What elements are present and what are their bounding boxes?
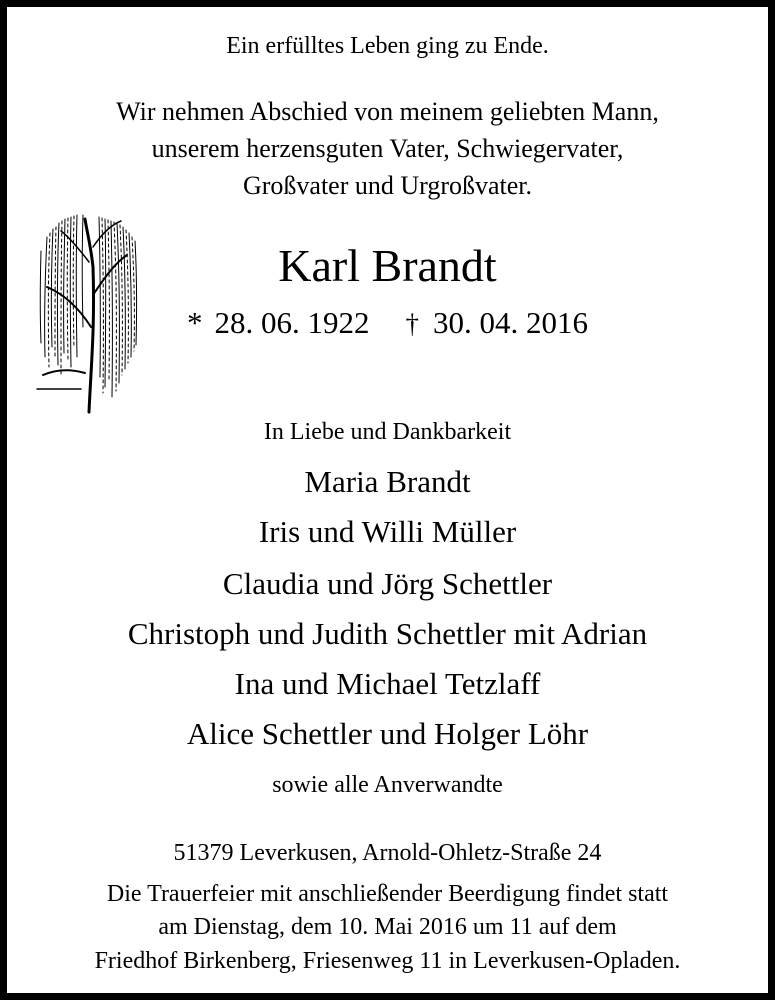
mourners-heading: In Liebe und Dankbarkeit xyxy=(263,419,512,445)
life-dates xyxy=(7,305,768,341)
mourners-closing: sowie alle Anverwandte xyxy=(272,772,503,798)
intro-line: Ein erfülltes Leben ging zu Ende. xyxy=(226,33,549,59)
farewell-line-3: Großvater und Urgroßvater. xyxy=(242,171,533,200)
farewell-line-1: Wir nehmen Abschied von meinem geliebten Mann, xyxy=(116,97,659,126)
death-date: 30. 04. 2016 xyxy=(433,305,588,340)
mourner-name: Alice Schettler und Holger Löhr xyxy=(186,716,589,751)
address-line: 51379 Leverkusen, Arnold-Ohletz-Straße 24 xyxy=(173,840,602,866)
mourner-name: Ina und Michael Tetzlaff xyxy=(234,666,541,701)
farewell-line-2: unserem herzensguten Vater, Schwiegervater, xyxy=(151,134,624,163)
mourner-name: Iris und Willi Müller xyxy=(258,514,517,549)
funeral-line-3: Friedhof Birkenberg, Friesenweg 11 in Leverkusen-Opladen. xyxy=(94,948,681,974)
cross-icon: † xyxy=(405,309,419,339)
mourner-name: Maria Brandt xyxy=(304,464,471,499)
birth-date: 28. 06. 1922 xyxy=(214,305,370,340)
mourner-name: Claudia und Jörg Schettler xyxy=(222,566,553,601)
funeral-line-1: Die Trauerfeier mit anschließender Beerdigung findet statt xyxy=(106,881,669,907)
mourner-name: Christoph und Judith Schettler mit Adrian xyxy=(127,616,648,651)
deceased-name: Karl Brandt xyxy=(278,240,497,291)
funeral-line-2: am Dienstag, dem 10. Mai 2016 um 11 auf dem xyxy=(158,914,617,940)
birth-symbol: * xyxy=(187,305,203,340)
